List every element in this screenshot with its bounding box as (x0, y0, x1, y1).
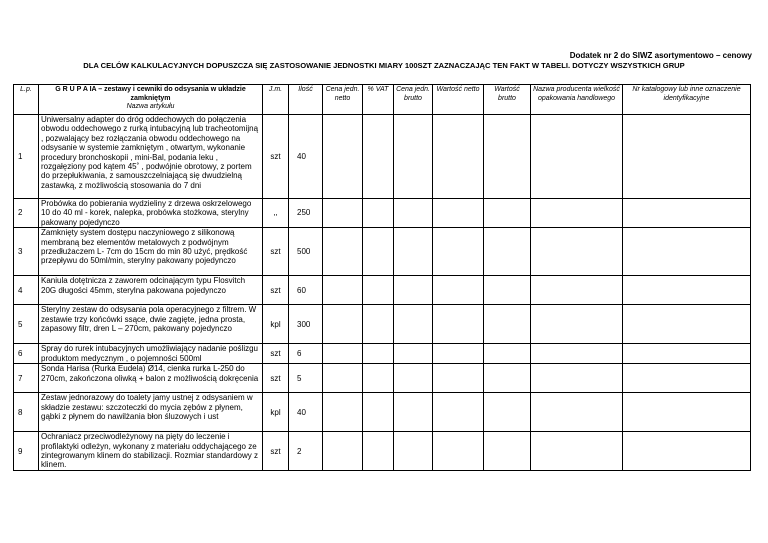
cell-jm: kpl (263, 393, 289, 432)
cell-unit-gross[interactable] (394, 228, 433, 276)
cell-jm: ,, (263, 199, 289, 228)
cell-producer[interactable] (531, 432, 623, 471)
cell-lp: 7 (14, 364, 39, 393)
group-title: G R U P A IA – zestawy i cewniki do odsysania w układzie zamkniętym (55, 86, 246, 102)
cell-unit-net[interactable] (323, 199, 363, 228)
cell-value-net[interactable] (433, 364, 484, 393)
cell-vat[interactable] (363, 364, 394, 393)
cell-vat[interactable] (363, 305, 394, 344)
col-header-name (39, 85, 263, 115)
cell-value-net[interactable] (433, 115, 484, 199)
cell-unit-net[interactable] (323, 115, 363, 199)
cell-catalog[interactable] (623, 432, 751, 471)
col-header-producer: Nazwa producenta wielkość opakowania handlowego (531, 85, 623, 115)
cell-value-gross[interactable] (484, 305, 531, 344)
cell-value-net[interactable] (433, 199, 484, 228)
col-header-lp: L.p. (14, 85, 39, 115)
cell-unit-gross[interactable] (394, 344, 433, 364)
cell-lp: 9 (14, 432, 39, 471)
cell-vat[interactable] (363, 228, 394, 276)
cell-name: Uniwersalny adapter do dróg oddechowych do połączenia obwodu oddechowego z rurką intubacyjną lub tracheotomijną , pozwalający bez rozłączania obwodu oddechowego na odsysanie w systemie zamkniętym , otwartym, wykonanie procedury bronchoskopii , mini-Bal, podania leku , rozgałęziony pod kątem 45˚ , podwójnie obrotowy, z portem do przepłukiwania, z samouszczelniającą się dwudzielną zastawką, z możliwością stosowania do 7 dni (39, 115, 263, 199)
cell-unit-net[interactable] (323, 432, 363, 471)
cell-producer[interactable] (531, 199, 623, 228)
col-header-qty: Ilość (289, 85, 323, 115)
cell-name: Sterylny zestaw do odsysania pola operacyjnego z filtrem. W zestawie trzy końcówki ssące, dwie zagięte, jedna prosta, zapasowy filtr, dren L – 270cm, pakowany pojedynczo (39, 305, 263, 344)
table-row (14, 344, 751, 364)
cell-value-net[interactable] (433, 228, 484, 276)
price-table (13, 84, 751, 471)
cell-value-gross[interactable] (484, 432, 531, 471)
cell-name: Probówka do pobierania wydzieliny z drzewa oskrzelowego 10 do 40 ml - korek, nalepka, probówka stożkowa, sterylny pakowany pojedynczo (39, 199, 263, 228)
cell-qty: 60 (289, 276, 323, 305)
table-row (14, 393, 751, 432)
cell-lp: 4 (14, 276, 39, 305)
table-row (14, 115, 751, 199)
cell-value-gross[interactable] (484, 115, 531, 199)
cell-producer[interactable] (531, 344, 623, 364)
cell-producer[interactable] (531, 228, 623, 276)
cell-vat[interactable] (363, 344, 394, 364)
cell-qty: 2 (289, 432, 323, 471)
document-reference: Dodatek nr 2 do SIWZ asortymentowo – cenowy (569, 51, 752, 60)
cell-vat[interactable] (363, 393, 394, 432)
cell-qty: 6 (289, 344, 323, 364)
table-row (14, 305, 751, 344)
col-header-vat: % VAT (363, 85, 394, 115)
cell-producer[interactable] (531, 305, 623, 344)
cell-qty: 300 (289, 305, 323, 344)
cell-qty: 5 (289, 364, 323, 393)
cell-unit-gross[interactable] (394, 199, 433, 228)
cell-value-net[interactable] (433, 344, 484, 364)
cell-lp: 5 (14, 305, 39, 344)
cell-name: Kaniula dotętnicza z zaworem odcinającym typu Flosvitch 20G długości 45mm, sterylna pakowana pojedynczo (39, 276, 263, 305)
cell-unit-gross[interactable] (394, 364, 433, 393)
cell-lp: 3 (14, 228, 39, 276)
cell-value-gross[interactable] (484, 228, 531, 276)
cell-unit-gross[interactable] (394, 305, 433, 344)
cell-unit-net[interactable] (323, 228, 363, 276)
cell-name: Spray do rurek intubacyjnych umożliwiający nadanie poślizgu produktom medycznym , o pojemności 500ml (39, 344, 263, 364)
cell-unit-gross[interactable] (394, 276, 433, 305)
cell-unit-gross[interactable] (394, 115, 433, 199)
cell-catalog[interactable] (623, 344, 751, 364)
cell-catalog[interactable] (623, 199, 751, 228)
cell-name: Zestaw jednorazowy do toalety jamy ustnej z odsysaniem w składzie zestawu: szczoteczki do mycia zębów z płynem, gąbki z płynem do nawilżania błon śluzowych i ust (39, 393, 263, 432)
cell-unit-net[interactable] (323, 393, 363, 432)
cell-value-gross[interactable] (484, 393, 531, 432)
cell-qty: 250 (289, 199, 323, 228)
cell-unit-net[interactable] (323, 364, 363, 393)
cell-vat[interactable] (363, 276, 394, 305)
cell-vat[interactable] (363, 199, 394, 228)
cell-name: Sonda Harisa (Rurka Eudela) Ø14, cienka rurka L-250 do 270cm, zakończona oliwką + balon z możliwością dokręcenia (39, 364, 263, 393)
cell-catalog[interactable] (623, 115, 751, 199)
table-header-row (14, 85, 751, 115)
cell-value-net[interactable] (433, 432, 484, 471)
cell-producer[interactable] (531, 115, 623, 199)
cell-name: Ochraniacz przeciwodleżynowy na pięty do leczenie i profilaktyki odleżyn, wykonany z materiału oddychającego ze zintegrowanym klinem do stabilizacji. Rozmiar standardowy z klinem. (39, 432, 263, 471)
cell-jm: szt (263, 364, 289, 393)
cell-value-gross[interactable] (484, 364, 531, 393)
table-row (14, 199, 751, 228)
cell-unit-net[interactable] (323, 344, 363, 364)
cell-catalog[interactable] (623, 364, 751, 393)
cell-value-gross[interactable] (484, 199, 531, 228)
col-header-value-net: Wartość netto (433, 85, 484, 115)
cell-catalog[interactable] (623, 305, 751, 344)
cell-producer[interactable] (531, 364, 623, 393)
cell-lp: 2 (14, 199, 39, 228)
cell-value-net[interactable] (433, 276, 484, 305)
cell-value-net[interactable] (433, 393, 484, 432)
col-header-catalog: Nr katalogowy lub inne oznaczenie identyfikacyjne (623, 85, 751, 115)
cell-jm: szt (263, 115, 289, 199)
cell-lp: 6 (14, 344, 39, 364)
col-header-unit-gross: Cena jedn. brutto (394, 85, 433, 115)
cell-qty: 40 (289, 115, 323, 199)
col-header-jm: J.m. (263, 85, 289, 115)
cell-jm: kpl (263, 305, 289, 344)
cell-value-gross[interactable] (484, 344, 531, 364)
cell-catalog[interactable] (623, 393, 751, 432)
cell-jm: szt (263, 228, 289, 276)
cell-value-gross[interactable] (484, 276, 531, 305)
cell-producer[interactable] (531, 393, 623, 432)
cell-qty: 40 (289, 393, 323, 432)
cell-value-net[interactable] (433, 305, 484, 344)
table-row (14, 432, 751, 471)
cell-producer[interactable] (531, 276, 623, 305)
table-row (14, 228, 751, 276)
cell-vat[interactable] (363, 432, 394, 471)
cell-vat[interactable] (363, 115, 394, 199)
col-header-value-gross: Wartość brutto (484, 85, 531, 115)
table-row (14, 364, 751, 393)
group-subtitle: Nazwa artykułu (126, 103, 175, 111)
cell-unit-net[interactable] (323, 305, 363, 344)
cell-lp: 1 (14, 115, 39, 199)
cell-name: Zamknięty system dostępu naczyniowego z silikonową membraną bez elementów metalowych z podwójnym przedłużaczem L- 7cm do 15cm do min 80 użyć, prędkość przepływu do 50ml/min, sterylny pakowany pojedynczo (39, 228, 263, 276)
cell-catalog[interactable] (623, 276, 751, 305)
cell-unit-gross[interactable] (394, 432, 433, 471)
cell-jm: szt (263, 344, 289, 364)
cell-catalog[interactable] (623, 228, 751, 276)
cell-unit-net[interactable] (323, 276, 363, 305)
cell-unit-gross[interactable] (394, 393, 433, 432)
pricing-note: DLA CELÓW KALKULACYJNYCH DOPUSZCZA SIĘ ZASTOSOWANIE JEDNOSTKI MIARY 100SZT ZAZNACZAJĄC TEN FAKT W TABELI. DOTYCZY WSZYSTKICH GRUP (83, 61, 685, 70)
cell-qty: 500 (289, 228, 323, 276)
col-header-unit-net: Cena jedn. netto (323, 85, 363, 115)
cell-jm: szt (263, 432, 289, 471)
cell-lp: 8 (14, 393, 39, 432)
cell-jm: szt (263, 276, 289, 305)
table-row (14, 276, 751, 305)
